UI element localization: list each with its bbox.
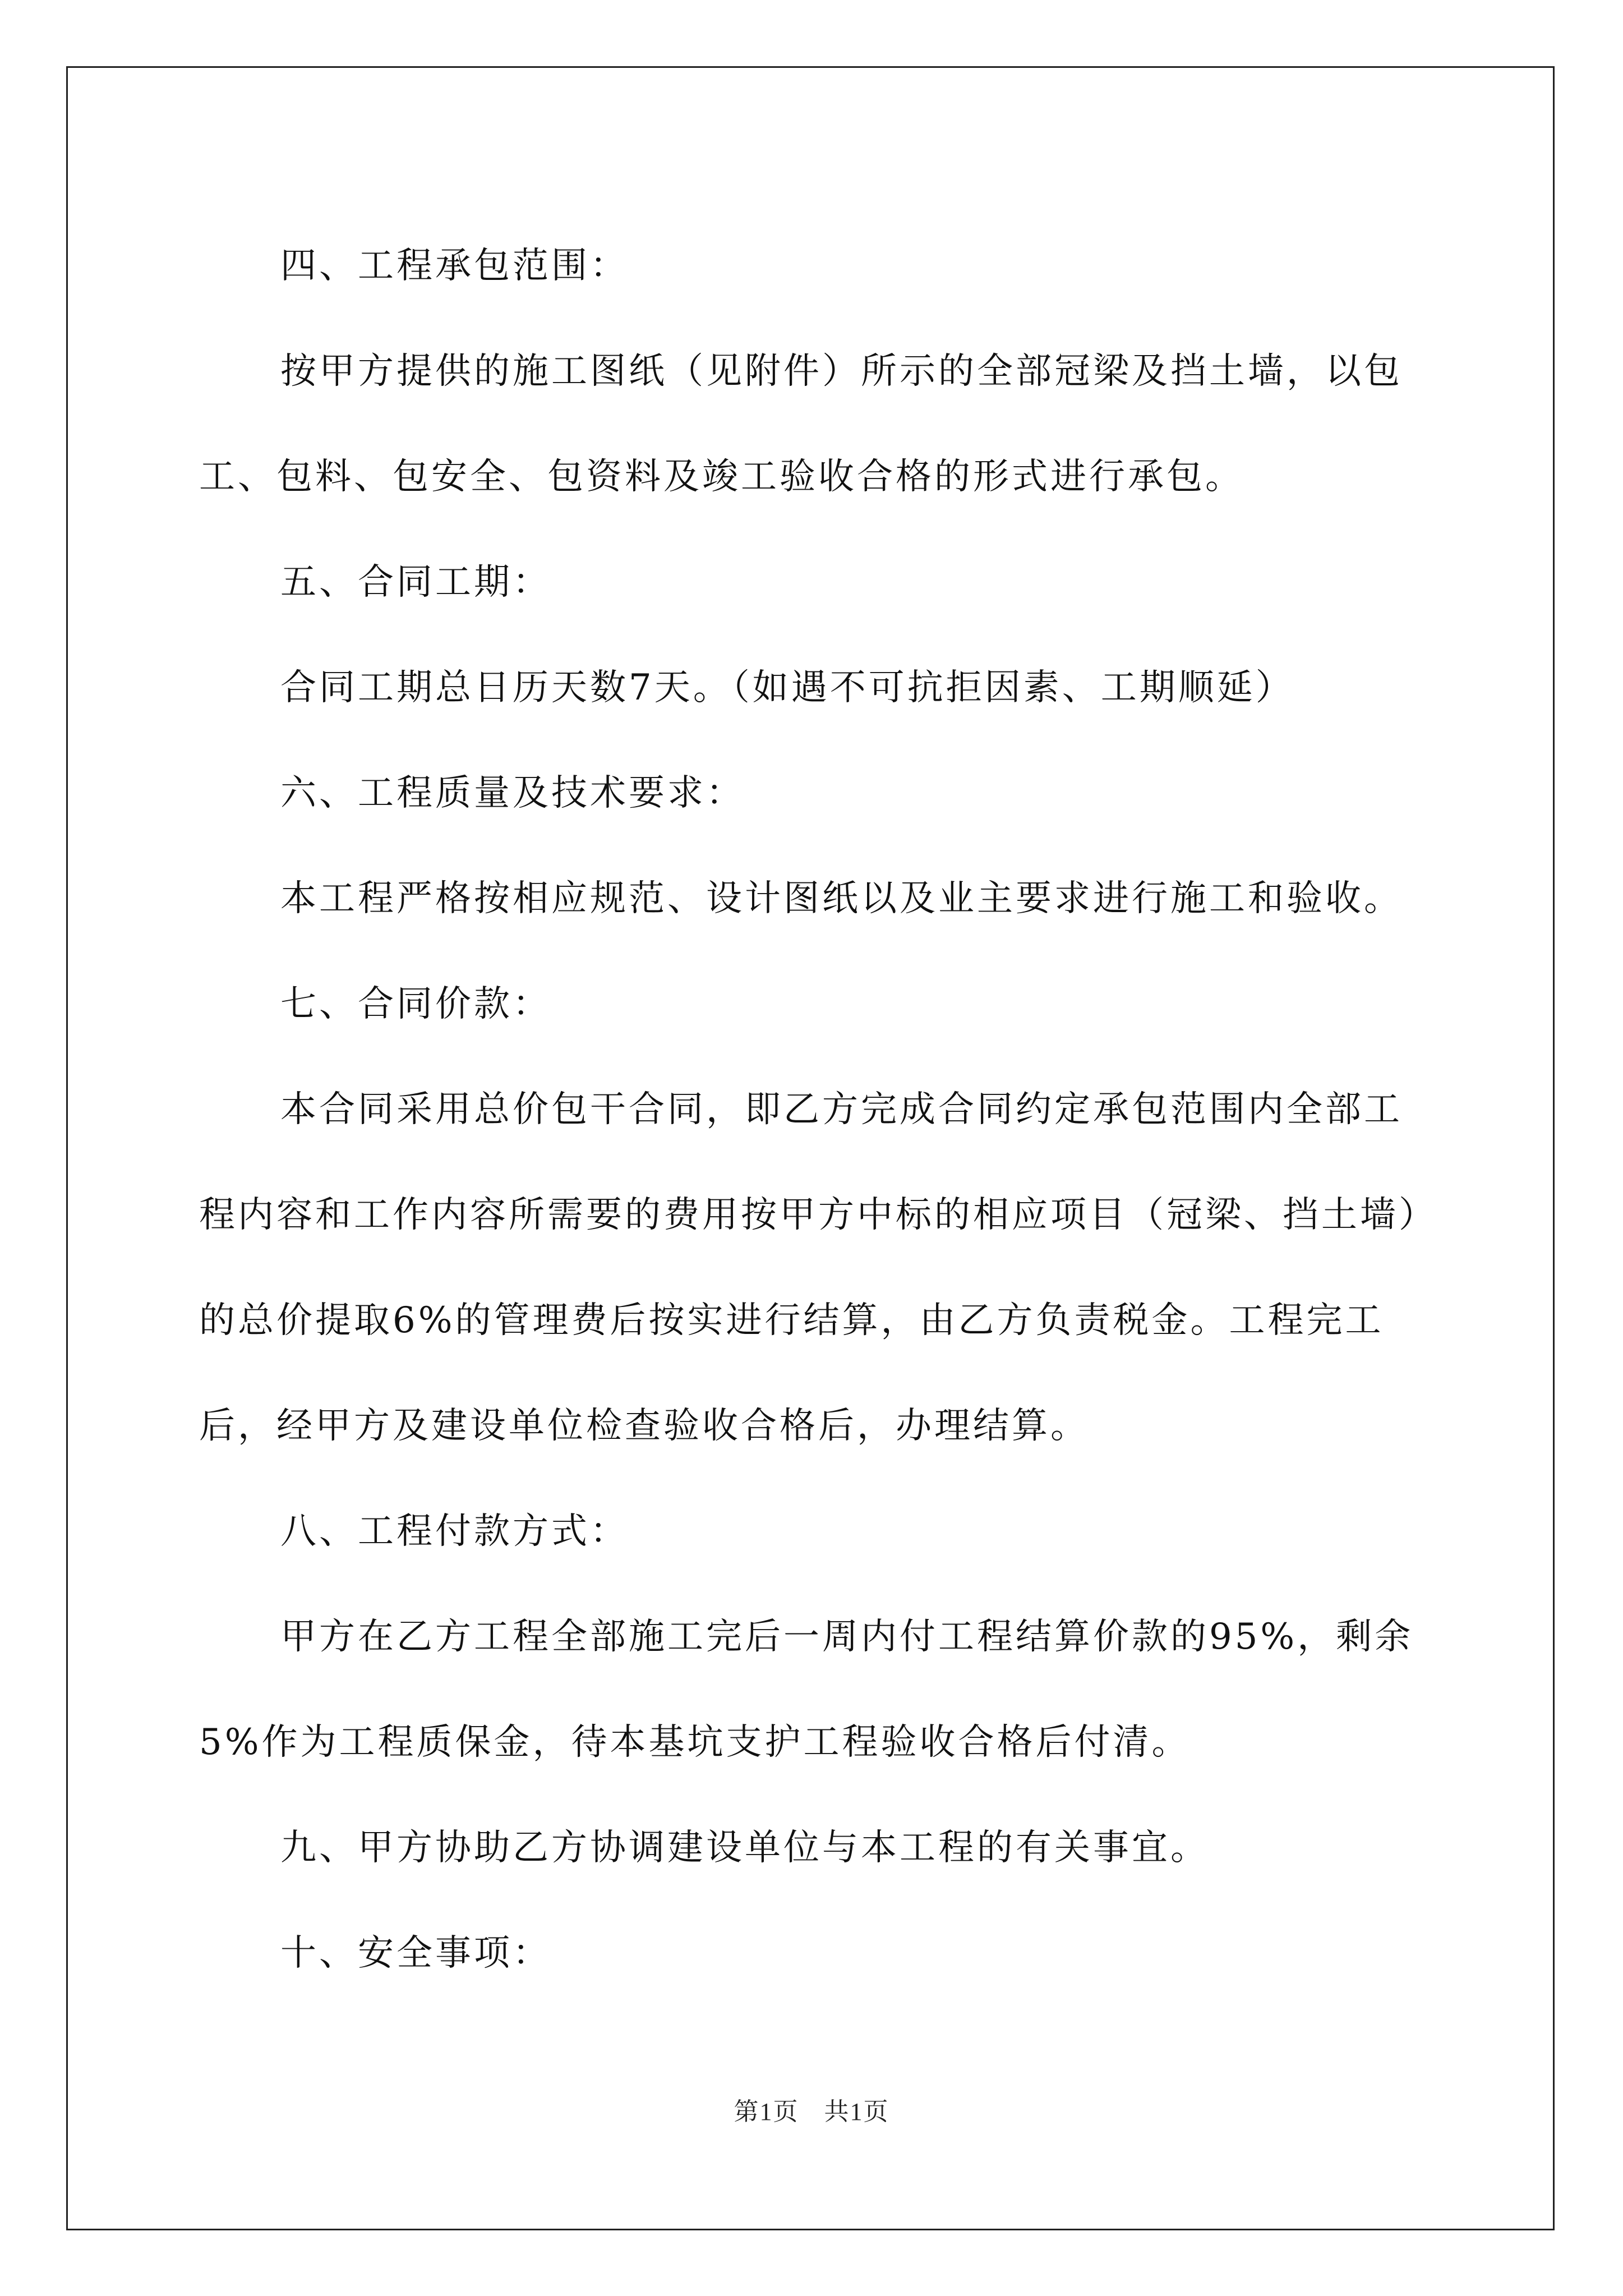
section-heading-payment: 八、工程付款方式： bbox=[280, 1511, 629, 1552]
section-heading-scope: 四、工程承包范围： bbox=[280, 245, 629, 287]
section-heading-safety: 十、安全事项： bbox=[280, 1932, 551, 1974]
page-number: 第1页 bbox=[734, 2098, 799, 2125]
section-coordination: 九、甲方协助乙方协调建设单位与本工程的有关事宜。 bbox=[280, 1827, 1209, 1869]
paragraph-scope: 按甲方提供的施工图纸（见附件）所示的全部冠梁及挡土墙，以包工、包料、包安全、包资料及竣工验收合格的形式进行承包。 bbox=[199, 351, 1403, 498]
document-body bbox=[199, 213, 1433, 2006]
section-heading-duration: 五、合同工期： bbox=[280, 562, 551, 603]
page-footer bbox=[0, 2091, 1623, 2127]
paragraph-price: 本合同采用总价包干合同，即乙方完成合同约定承包范围内全部工程内容和工作内容所需要的费用按甲方中标的相应项目（冠梁、挡土墙）的总价提取6%的管理费后按实进行结算，由乙方负责税金。工程完工后，经甲方及建设单位检查验收合格后，办理结算。 bbox=[199, 1089, 1419, 1447]
paragraph-quality: 本工程严格按相应规范、设计图纸以及业主要求进行施工和验收。 bbox=[280, 878, 1403, 919]
section-heading-quality: 六、工程质量及技术要求： bbox=[280, 772, 745, 814]
page-total: 共1页 bbox=[824, 2098, 889, 2125]
paragraph-duration: 合同工期总日历天数7天。（如遇不可抗拒因素、工期顺延） bbox=[280, 667, 1294, 708]
paragraph-payment: 甲方在乙方工程全部施工完后一周内付工程结算价款的95%，剩余5%作为工程质保金，待本基坑支护工程验收合格后付清。 bbox=[199, 1616, 1414, 1763]
section-heading-price: 七、合同价款： bbox=[280, 983, 551, 1025]
